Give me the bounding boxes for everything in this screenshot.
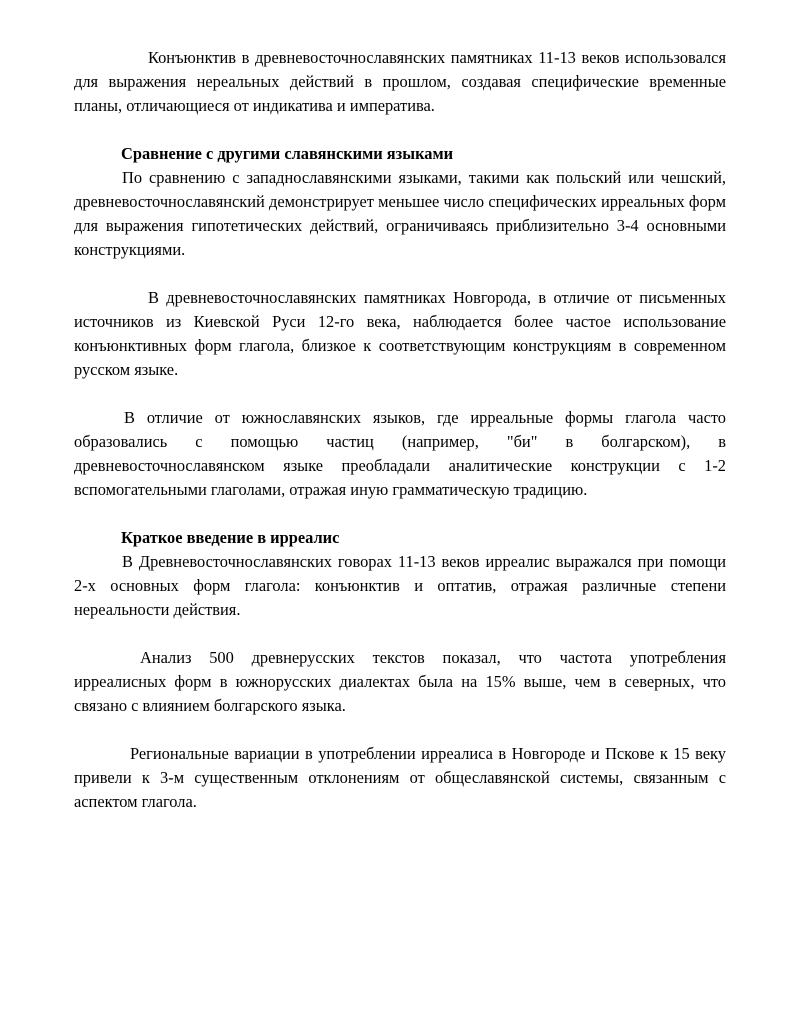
paragraph-irrealis-1: В Древневосточнославянских говорах 11-13 веков ирреалис выражался при помощи 2-х основных форм глагола: конъюнктив и оптатив, отражая различные степени нереальности действия. (74, 552, 726, 619)
paragraph-comparison-3: В отличие от южнославянских языков, где ирреальные формы глагола часто образовались с помощью частиц (например, "би" в болгарском), в древневосточнославянском языке преобладали аналитические конструкции с 1-2 вспомогательными глаголами, отражая иную грамматическую традицию. (74, 408, 726, 499)
paragraph-irrealis-2: Анализ 500 древнерусских текстов показал, что частота употребления ирреалисных форм в южнорусских диалектах была на 15% выше, чем в северных, что связано с влиянием болгарского языка. (74, 648, 726, 715)
paragraph-comparison-2: В древневосточнославянских памятниках Новгорода, в отличие от письменных источников из Киевской Руси 12-го века, наблюдается более частое использование конъюнктивных форм глагола, близкое к соответствующим конструкциям в современном русском языке. (74, 288, 726, 379)
paragraph-comparison-1: По сравнению с западнославянскими языками, такими как польский или чешский, древневосточнославянский демонстрирует меньшее число специфических ирреальных форм для выражения гипотетических действий, ограничиваясь приблизительно 3-4 основными конструкциями. (74, 168, 726, 259)
paragraph-irrealis-3: Региональные вариации в употреблении ирреалиса в Новгороде и Пскове к 15 веку привели к 3-м существенным отклонениям от общеславянской системы, связанным с аспектом глагола. (74, 744, 726, 811)
paragraph-intro: Конъюнктив в древневосточнославянских памятниках 11-13 веков использовался для выражения нереальных действий в прошлом, создавая специфические временные планы, отличающиеся от индикатива и императива. (74, 48, 726, 115)
document-body (74, 46, 726, 838)
heading-comparison: Сравнение с другими славянскими языками (121, 144, 454, 163)
heading-irrealis: Краткое введение в ирреалис (121, 528, 340, 547)
